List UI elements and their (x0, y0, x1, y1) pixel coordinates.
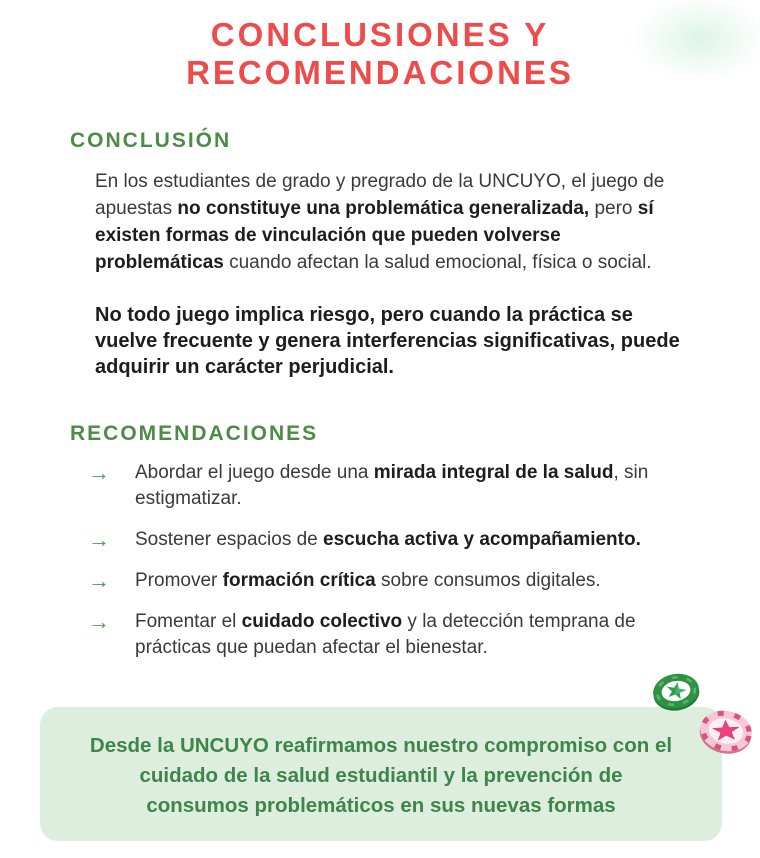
recommendation-item (88, 609, 690, 661)
page-title-line-1: CONCLUSIONES Y (210, 16, 550, 53)
conclusion-heading: CONCLUSIÓN (70, 129, 232, 152)
recommendations-heading: RECOMENDACIONES (70, 422, 319, 445)
conclusion-paragraph-1: En los estudiantes de grado y pregrado de la UNCUYO, el juego de apuestas no constituye una problemática generalizada, pero sí existen formas de vinculación que pueden volverse problemáticas cuando afectan la salud emocional, física o social. (95, 171, 665, 273)
arrow-right-icon: → (88, 568, 110, 593)
arrow-right-icon: → (88, 460, 110, 485)
conclusion-paragraph-2: No todo juego implica riesgo, pero cuando la práctica se vuelve frecuente y genera interferencias significativas, puede adquirir un carácter perjudicial. (95, 304, 680, 378)
page-title-line-2: RECOMENDACIONES (186, 54, 574, 91)
page-title (0, 16, 760, 92)
recommendation-text: Abordar el juego desde una mirada integral de la salud, sin estigmatizar. (135, 462, 649, 509)
recommendation-item (88, 460, 690, 512)
recommendation-text: Promover formación crítica sobre consumos digitales. (135, 570, 601, 591)
conclusion-section (0, 129, 760, 380)
arrow-right-icon: → (88, 609, 110, 634)
arrow-right-icon: → (88, 527, 110, 552)
recommendation-text: Fomentar el cuidado colectivo y la detección temprana de prácticas que puedan afectar el bienestar. (135, 611, 636, 658)
recommendations-list (0, 460, 760, 661)
recommendations-section (0, 422, 760, 661)
commitment-callout-text: Desde la UNCUYO reafirmamos nuestro compromiso con el cuidado de la salud estudiantil y la prevención de consumos problemáticos en sus nuevas formas (89, 734, 673, 817)
document-page (0, 16, 760, 858)
commitment-callout (40, 707, 722, 841)
recommendation-item (88, 568, 690, 594)
recommendation-text: Sostener espacios de escucha activa y acompañamiento. (135, 529, 641, 550)
recommendation-item (88, 527, 690, 553)
